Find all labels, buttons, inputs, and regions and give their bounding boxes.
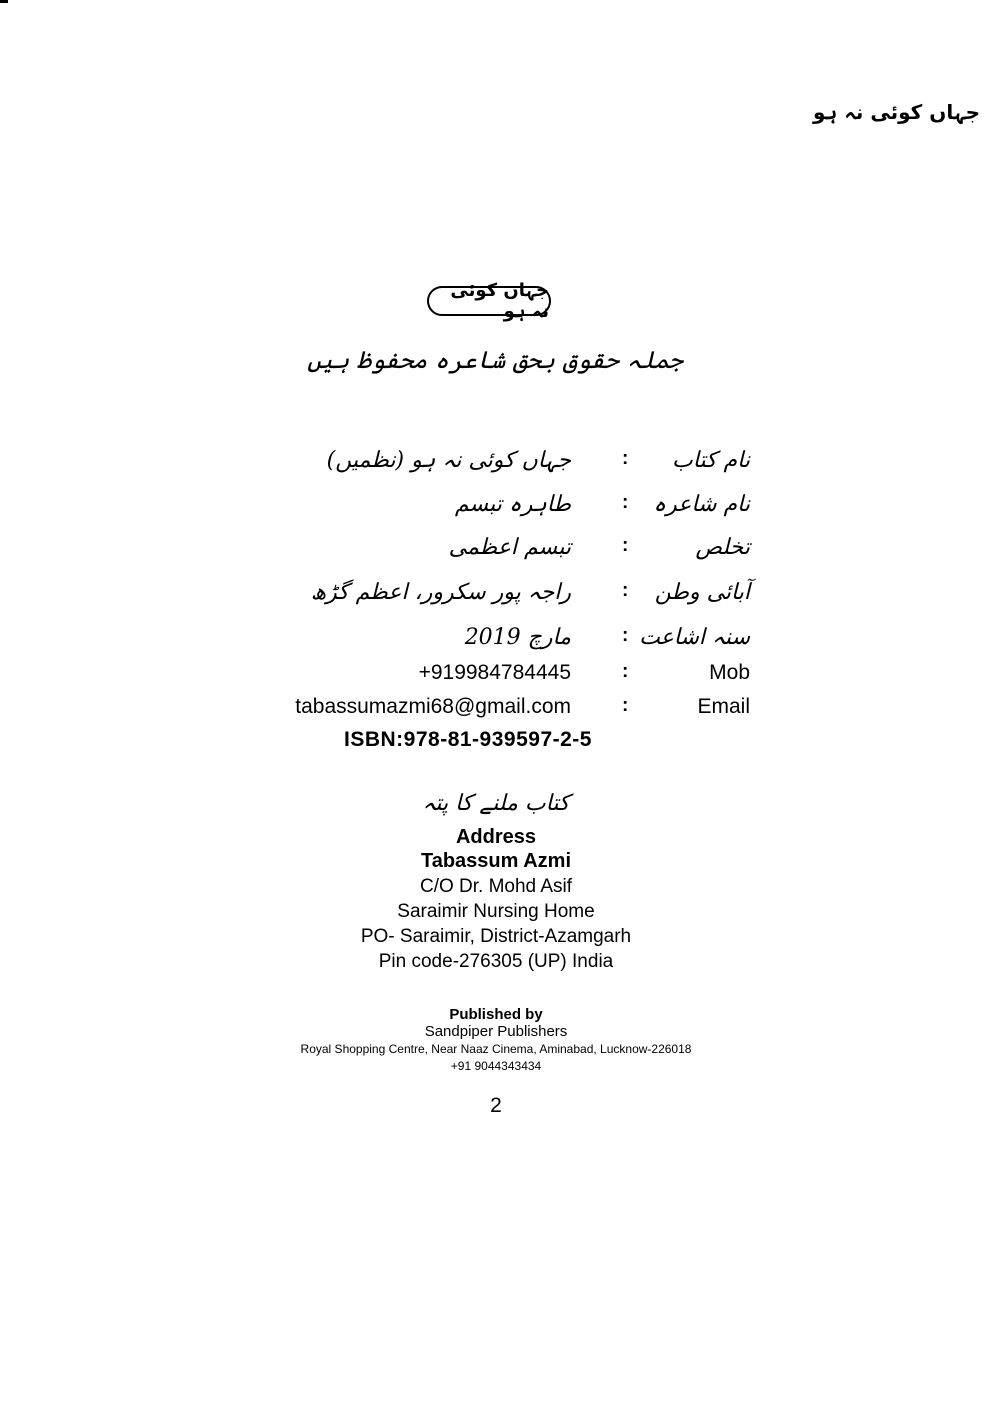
corner-mark — [0, 0, 8, 3]
detail-label: آبائی وطن — [654, 580, 750, 605]
detail-value: جہاں کوئی نہ ہو (نظمیں) — [326, 448, 571, 473]
detail-label: نام کتاب — [672, 448, 750, 473]
detail-separator: : — [622, 492, 629, 513]
detail-label: Mob — [709, 661, 750, 684]
book-title-logo — [427, 280, 551, 322]
detail-row-email — [0, 695, 992, 729]
detail-separator: : — [622, 661, 629, 682]
detail-row-mobile — [0, 661, 992, 695]
detail-value: طاہرہ تبسم — [454, 492, 571, 517]
detail-row-hometown — [0, 580, 992, 614]
isbn: ISBN:978-81-939597-2-5 — [344, 728, 592, 751]
detail-label: تخلص — [695, 535, 750, 560]
detail-label: نام شاعرہ — [653, 492, 750, 517]
detail-separator: : — [622, 695, 629, 716]
copyright-notice: جملہ حقوق بحق شاعرہ محفوظ ہیں — [307, 346, 683, 374]
detail-value: tabassumazmi68@gmail.com — [295, 695, 571, 718]
address-heading: Address — [455, 826, 537, 848]
published-by-label: Published by — [449, 1006, 543, 1023]
address-line: PO- Saraimir, District-Azamgarh — [360, 926, 632, 947]
running-header-title: جہاں کوئی نہ ہو — [812, 100, 980, 124]
publisher-address: Royal Shopping Centre, Near Naaz Cinema, Aminabad, Lucknow-226018 — [300, 1042, 692, 1056]
detail-value: راجہ پور سکرور، اعظم گڑھ — [310, 580, 571, 605]
address-line: Pin code-276305 (UP) India — [378, 951, 614, 972]
detail-value: مارچ 2019 — [464, 625, 571, 650]
address-urdu-heading: کتاب ملنے کا پتہ — [422, 791, 570, 816]
publisher-phone: +91 9044343434 — [450, 1059, 542, 1073]
detail-value: تبسم اعظمی — [448, 535, 571, 560]
page-number: 2 — [490, 1094, 502, 1117]
detail-separator: : — [622, 535, 629, 556]
detail-separator: : — [622, 448, 629, 469]
detail-row-pen-name — [0, 535, 992, 569]
address-name: Tabassum Azmi — [420, 850, 572, 872]
detail-separator: : — [622, 580, 629, 601]
detail-separator: : — [622, 625, 629, 646]
address-line: C/O Dr. Mohd Asif — [419, 876, 573, 897]
logo-text: جہاں کوئی نہ ہو — [450, 280, 549, 322]
detail-row-publication-year — [0, 625, 992, 659]
detail-row-book-name — [0, 448, 992, 482]
publisher-name: Sandpiper Publishers — [424, 1023, 568, 1040]
detail-value: +919984784445 — [418, 661, 571, 684]
detail-label: Email — [697, 695, 750, 718]
detail-row-poet-name — [0, 492, 992, 526]
detail-label: سنہ اشاعت — [639, 625, 750, 650]
address-line: Saraimir Nursing Home — [397, 901, 595, 922]
